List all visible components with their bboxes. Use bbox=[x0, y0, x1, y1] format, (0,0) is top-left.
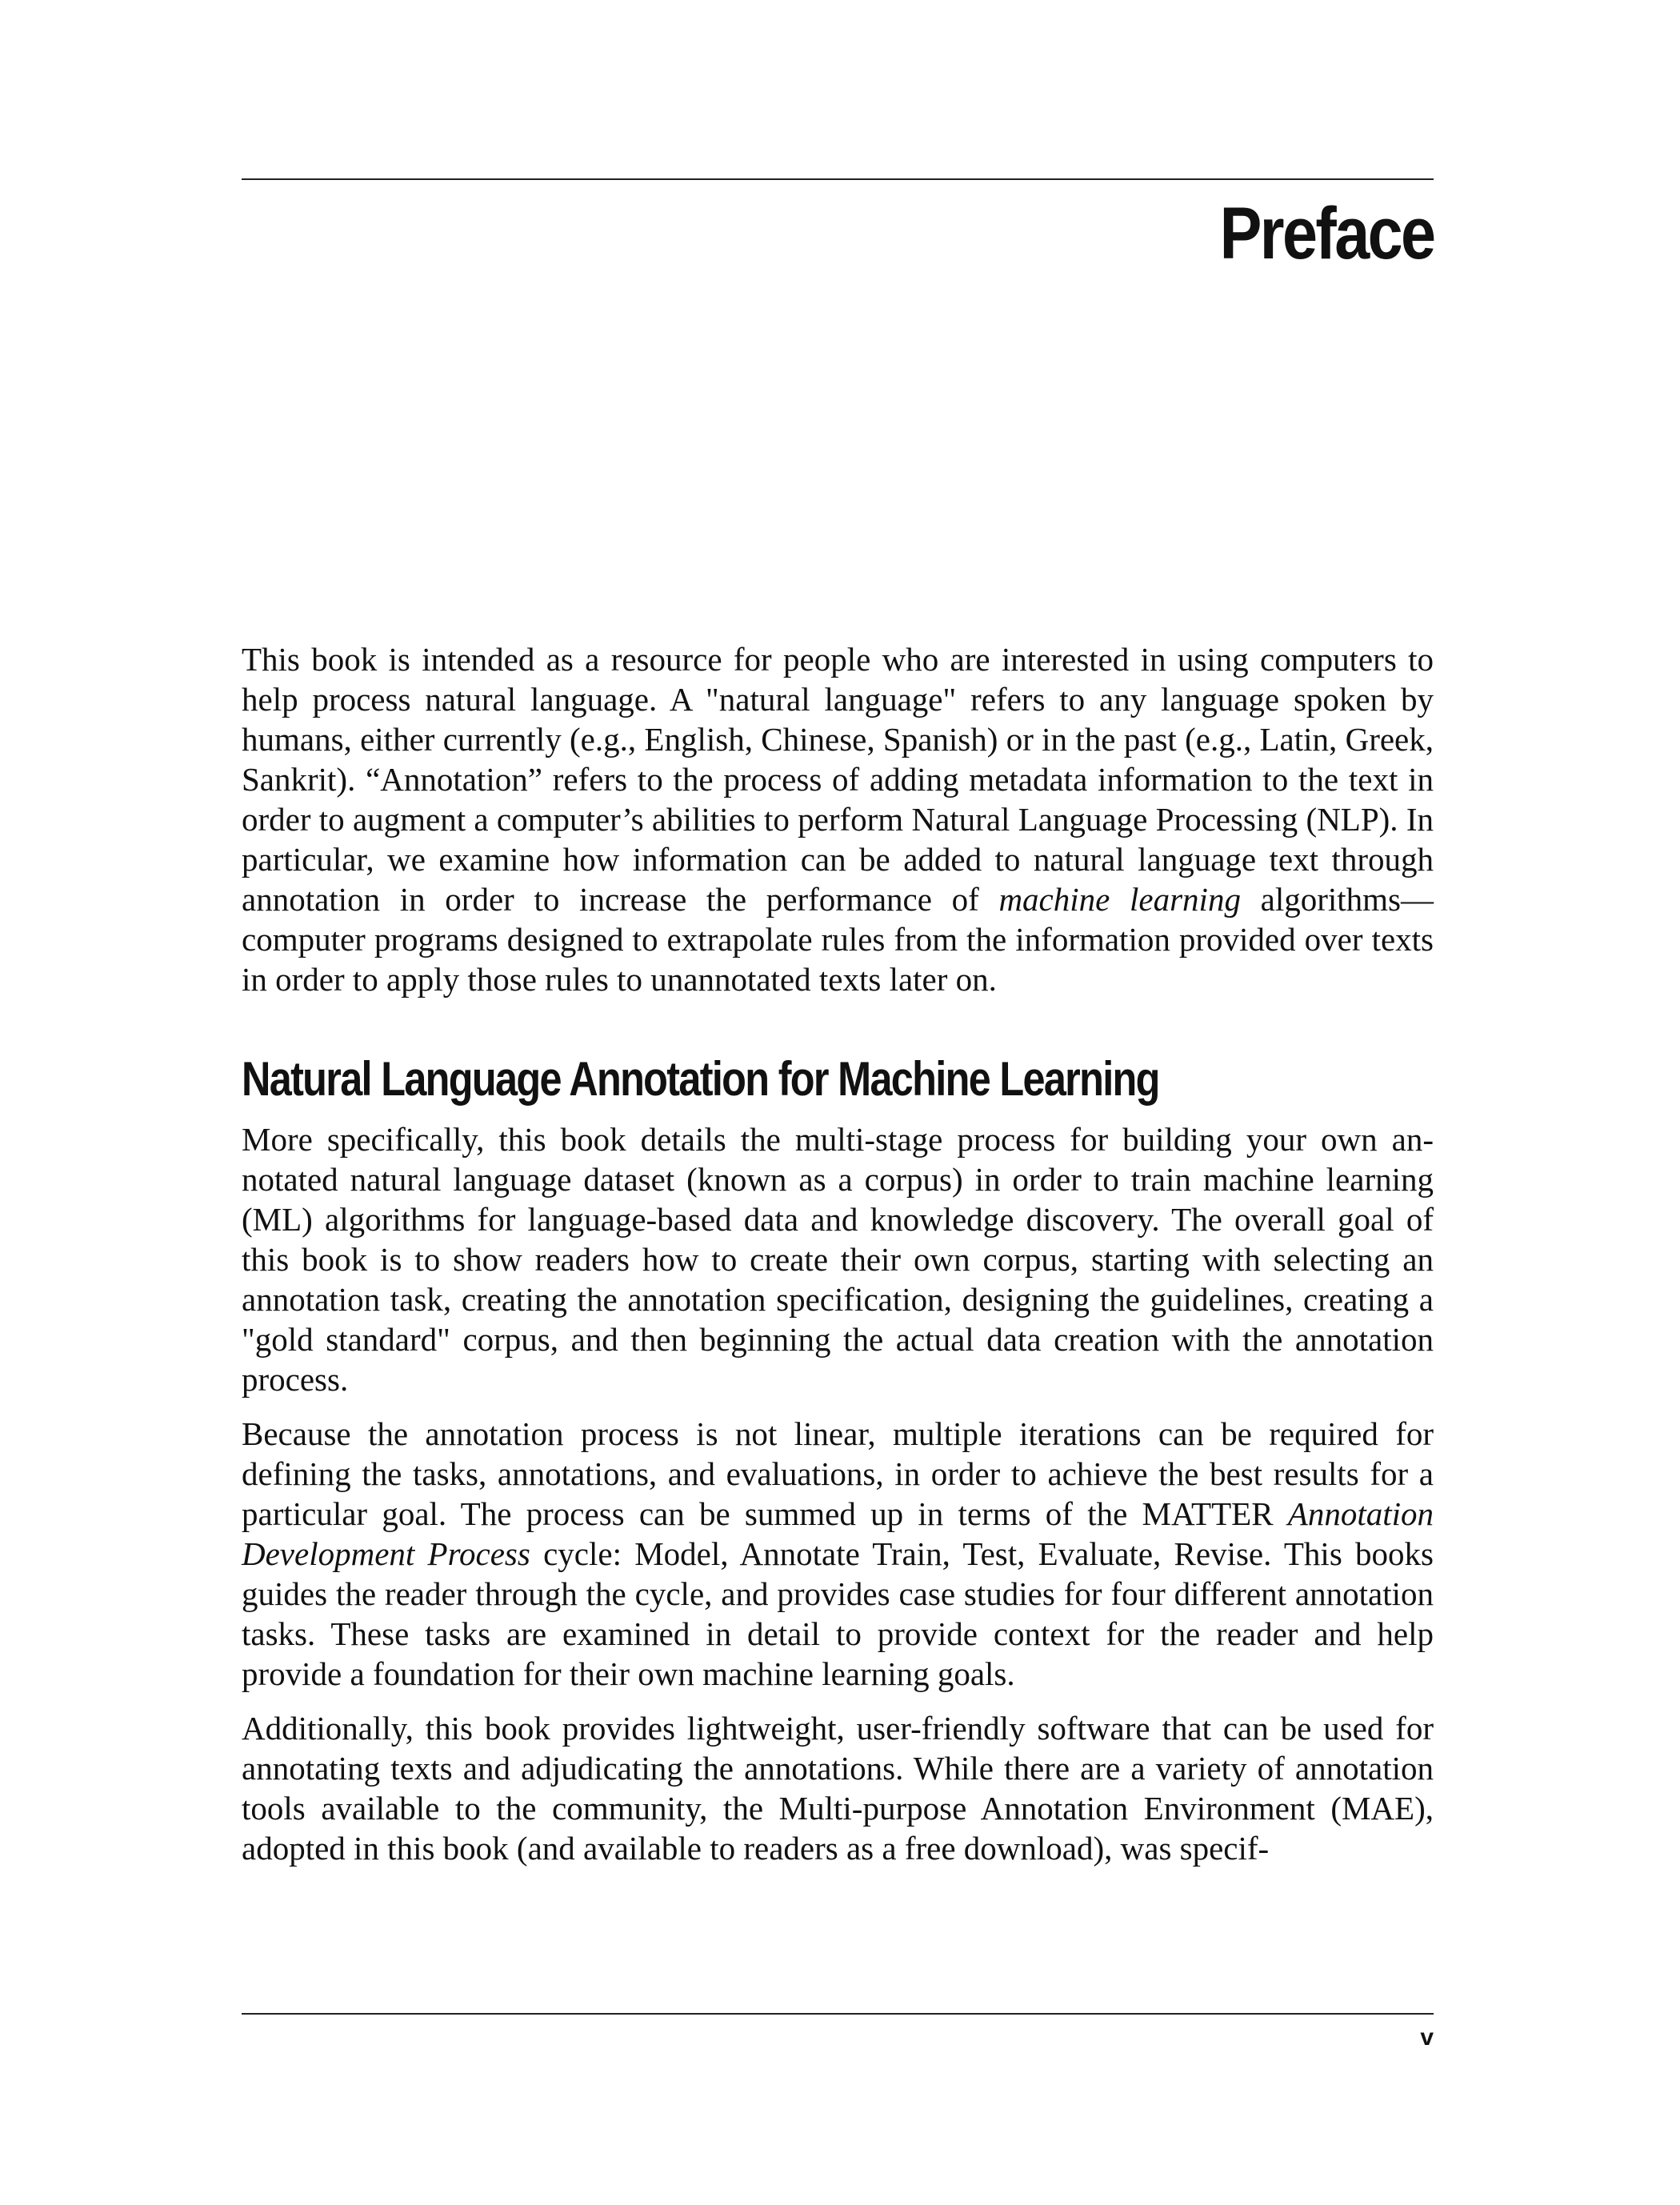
intro-paragraph bbox=[242, 639, 1434, 999]
section-paragraph-2-part1: Because the annotation process is not linear, multiple iterations can be required for defining the tasks, annotations, and evaluations, in order to achieve the best results for a particular goal. The process can be summed up in terms of the MATTER bbox=[242, 1415, 1434, 1532]
section-heading: Natural Language Annotation for Machine Learning bbox=[242, 1052, 1159, 1106]
section-paragraph-2-part2: cycle: Model, Annotate Train, Test, Evaluate, Revise. This books guides the reader through the cycle, and provides case studies for four different annotation tasks. These tasks are examined in detail to provide context for the reader and help provide a foundation for their own machine learning goals. bbox=[242, 1535, 1434, 1692]
intro-emphasis: machine learning bbox=[998, 881, 1241, 918]
section-paragraph-2 bbox=[242, 1414, 1434, 1694]
bottom-rule bbox=[242, 2013, 1434, 2015]
top-rule bbox=[242, 178, 1434, 180]
intro-text-part1: This book is intended as a resource for people who are interested in using computers to help process natural language. A "natural language" refers to any language spoken by humans, either currently (e.g., English, Chinese, Spanish) or in the past (e.g., Latin, Greek, Sankrit). “Annotation” refers to the process of adding metadata information to the text in order to augment a computer’s abilities to perform Natural Language Processing (NLP). In particular, we examine how information can be added to natural language text through annotation in order to increase the performance of bbox=[242, 641, 1434, 918]
section-paragraph-2-emphasis: Annotation Development Process bbox=[242, 1495, 1434, 1572]
page-body bbox=[242, 639, 1434, 1868]
chapter-title: Preface bbox=[1219, 193, 1434, 274]
intro-text-part2: algorithms—computer programs designed to extrapolate rules from the information provided over texts in order to apply those rules to unannotated texts later on. bbox=[242, 881, 1434, 998]
section-paragraph-1: More specifically, this book details the multi-stage process for building your own annotated natural language dataset (known as a corpus) in order to train machine learning (ML) algorithms for language-based data and knowledge discovery. The overall goal of this book is to show readers how to create their own corpus, starting with selecting an annotation task, creating the annotation specification, designing the guidelines, creating a "gold standard" corpus, and then beginning the actual data creation with the annotation process. bbox=[242, 1121, 1434, 1398]
page-number: v bbox=[1420, 2024, 1434, 2051]
section-paragraph-3: Additionally, this book provides lightweight, user-friendly software that can be used for annotating texts and adjudicating the annotations. While there are a variety of annotation tools available to the community, the Multi-purpose Annotation Environment (MAE), adopted in this book (and available to readers as a free download), was specif- bbox=[242, 1710, 1434, 1867]
